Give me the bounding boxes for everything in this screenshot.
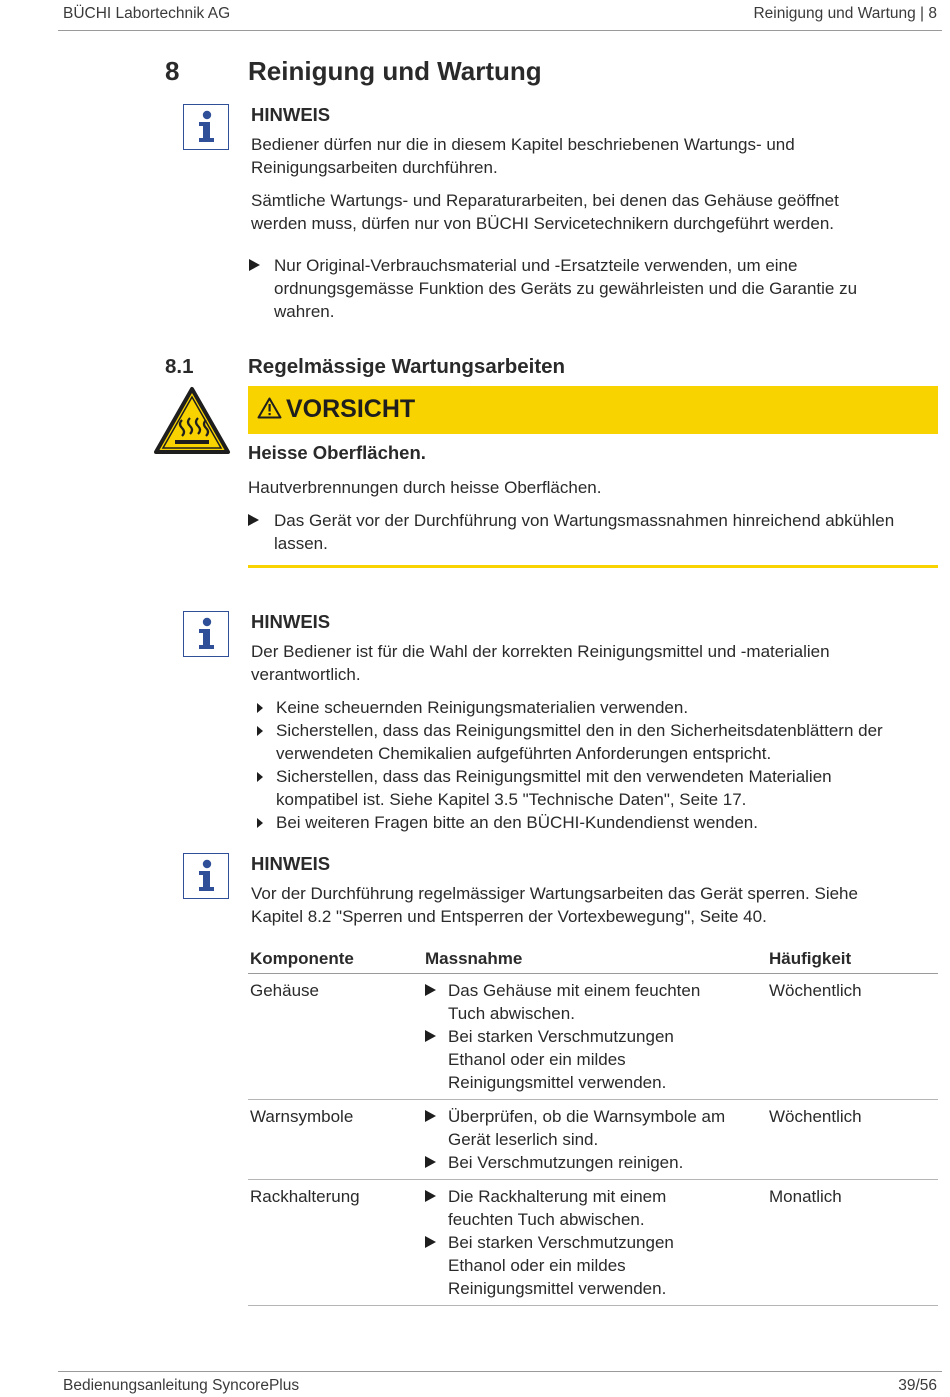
list-item: Bei weiteren Fragen bitte an den BÜCHI-Kundendienst wenden. xyxy=(257,811,883,834)
frequency-cell: Wöchentlich xyxy=(767,1100,938,1180)
list-item: Bei Verschmutzungen reinigen. xyxy=(425,1151,765,1174)
caution-bullet: Das Gerät vor der Durchführung von Wartungsmassnahmen hinreichend abkühlen lassen. xyxy=(248,509,894,555)
section-title: Regelmässige Wartungsarbeiten xyxy=(248,355,566,378)
note1-paragraph-2: Sämtliche Wartungs- und Reparaturarbeiten, bei denen das Gehäuse geöffnet werden muss, dürfen nur von BÜCHI Servicetechnikern durchgeführt werden. xyxy=(251,191,839,233)
caution-text: Hautverbrennungen durch heisse Oberflächen. xyxy=(248,478,602,497)
table-row xyxy=(248,1180,938,1306)
bullet-arrow-icon xyxy=(248,514,259,526)
header-rule xyxy=(58,30,942,31)
caution-heading: Heisse Oberflächen. xyxy=(248,442,426,463)
note2-title: HINWEIS xyxy=(251,611,331,632)
footer-manual: Bedienungsanleitung SyncorePlus xyxy=(63,1377,300,1394)
caution-label: VORSICHT xyxy=(286,395,416,423)
note1-title: HINWEIS xyxy=(251,104,331,125)
measure-cell xyxy=(423,974,767,1100)
header-section: Reinigung und Wartung | 8 xyxy=(753,5,937,22)
info-icon xyxy=(183,611,229,657)
list-item: Bei starken Verschmutzungen Ethanol oder ein mildes Reinigungsmittel verwenden. xyxy=(425,1025,765,1094)
table-row xyxy=(248,1100,938,1180)
warning-triangle-icon xyxy=(257,397,282,424)
chapter-title: Reinigung und Wartung xyxy=(248,56,542,86)
bullet-arrow-icon xyxy=(249,259,260,271)
column-header: Massnahme xyxy=(423,946,767,974)
list-item: Die Rackhalterung mit einem feuchten Tuch abwischen. xyxy=(425,1185,765,1231)
column-header: Häufigkeit xyxy=(767,946,938,974)
list-item: Sicherstellen, dass das Reinigungsmittel den in den Sicherheitsdatenblättern der verwendeten Chemikalien aufgeführten Anforderungen entspricht. xyxy=(257,719,883,765)
list-item: Überprüfen, ob die Warnsymbole am Gerät leserlich sind. xyxy=(425,1105,765,1151)
caution-bottom-rule xyxy=(248,565,938,568)
hot-surface-warning-icon xyxy=(153,386,231,461)
header-company: BÜCHI Labortechnik AG xyxy=(63,5,231,22)
maintenance-table xyxy=(248,946,938,1306)
footer-page-number: 39/56 xyxy=(898,1377,937,1394)
info-icon xyxy=(183,104,229,150)
component-cell: Gehäuse xyxy=(248,974,423,1100)
frequency-cell: Monatlich xyxy=(767,1180,938,1306)
table-header-row xyxy=(248,946,938,974)
note2-paragraph: Der Bediener ist für die Wahl der korrekten Reinigungsmittel und -materialien verantwortlich. xyxy=(251,642,830,684)
footer-rule xyxy=(58,1371,942,1372)
list-item: Das Gehäuse mit einem feuchten Tuch abwischen. xyxy=(425,979,765,1025)
list-item: Bei starken Verschmutzungen Ethanol oder ein mildes Reinigungsmittel verwenden. xyxy=(425,1231,765,1300)
chapter-number: 8 xyxy=(165,56,180,86)
component-cell: Warnsymbole xyxy=(248,1100,423,1180)
info-icon xyxy=(183,853,229,899)
measure-cell xyxy=(423,1100,767,1180)
list-item: Keine scheuernden Reinigungsmaterialien verwenden. xyxy=(257,696,883,719)
note1-paragraph-1: Bediener dürfen nur die in diesem Kapitel beschriebenen Wartungs- und Reinigungsarbeiten durchführen. xyxy=(251,135,795,177)
table-row xyxy=(248,974,938,1100)
note2-list xyxy=(257,696,883,834)
note3-paragraph: Vor der Durchführung regelmässiger Wartungsarbeiten das Gerät sperren. Siehe Kapitel 8.2 "Sperren und Entsperren der Vortexbewegung", Seite 40. xyxy=(251,884,858,926)
note1-bullet: Nur Original-Verbrauchsmaterial und -Ersatzteile verwenden, um eine ordnungsgemässe Funktion des Geräts zu gewährleisten und die Garantie zu wahren. xyxy=(249,254,857,323)
component-cell: Rackhalterung xyxy=(248,1180,423,1306)
measure-cell xyxy=(423,1180,767,1306)
list-item: Sicherstellen, dass das Reinigungsmittel mit den verwendeten Materialien kompatibel ist. Siehe Kapitel 3.5 "Technische Daten", Seite 17. xyxy=(257,765,883,811)
caution-banner xyxy=(248,386,938,434)
note3-title: HINWEIS xyxy=(251,853,331,874)
column-header: Komponente xyxy=(248,946,423,974)
frequency-cell: Wöchentlich xyxy=(767,974,938,1100)
section-number: 8.1 xyxy=(165,355,194,378)
